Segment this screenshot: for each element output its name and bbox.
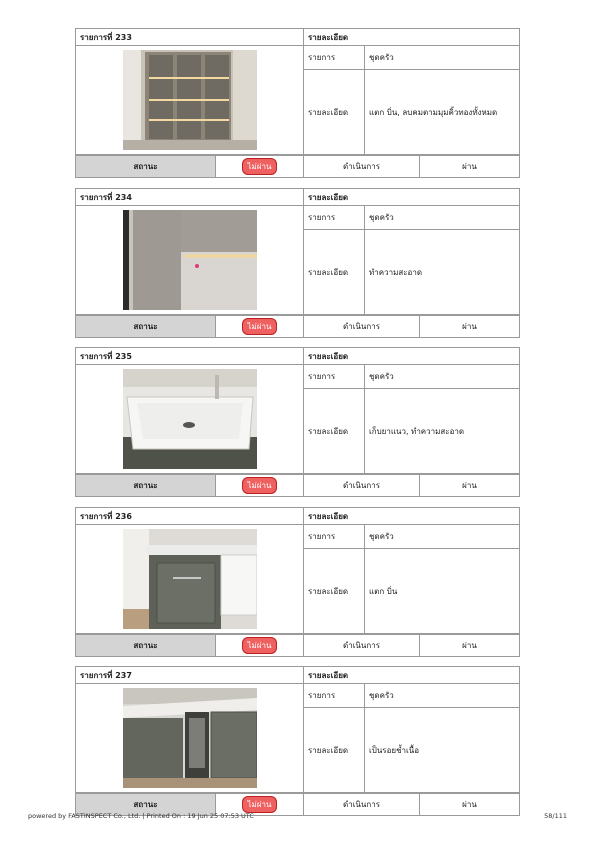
glass-cabinet-photo[interactable] (123, 50, 257, 150)
status-in-progress[interactable]: ดำเนินการ (304, 156, 420, 178)
status-fail-badge[interactable]: ไม่ผ่าน (242, 796, 278, 813)
item-number: 235 (115, 351, 132, 361)
item-number-cell: รายการที่ 234 (76, 189, 304, 206)
photo-cell (76, 525, 304, 634)
item-category: ชุดครัว (365, 365, 520, 389)
status-in-progress[interactable]: ดำเนินการ (304, 475, 420, 497)
status-row: สถานะ ไม่ผ่าน ดำเนินการ ผ่าน (75, 634, 520, 657)
inspection-item (75, 507, 520, 657)
item-number: 234 (115, 192, 132, 202)
photo-cell (76, 365, 304, 474)
status-fail-badge[interactable]: ไม่ผ่าน (242, 318, 278, 335)
details-header: รายละเอียด (304, 667, 520, 684)
item-table: รายการที่ 237 รายละเอียด รายการ ชุดครัว รายละเอียด เป็นรอยช้ำเนื้อ (75, 666, 520, 793)
item-table: รายการที่ 236 รายละเอียด รายการ ชุดครัว รายละเอียด แตก บิ่น (75, 507, 520, 634)
item-category: ชุดครัว (365, 684, 520, 708)
footer-printed-info: powered by FASTINSPECT Co., Ltd. | Printed On : 19 Jun 25 07:53 UTC (28, 812, 254, 820)
status-row: สถานะ ไม่ผ่าน ดำเนินการ ผ่าน (75, 315, 520, 338)
status-row: สถานะ ไม่ผ่าน ดำเนินการ ผ่าน (75, 793, 520, 816)
status-fail-badge[interactable]: ไม่ผ่าน (242, 158, 278, 175)
inspection-item (75, 666, 520, 816)
page-footer (28, 812, 567, 820)
item-number-cell: รายการที่ 233 (76, 29, 304, 46)
item-detail: แตก บิ่น, ลบคมตามมุมคิ้วทองทั้งหมด (365, 70, 520, 155)
item-number: 236 (115, 511, 132, 521)
item-number-cell: รายการที่ 235 (76, 348, 304, 365)
photo-cell (76, 684, 304, 793)
photo-cell (76, 46, 304, 155)
item-number: 233 (115, 32, 132, 42)
status-pass[interactable]: ผ่าน (420, 635, 520, 657)
status-row: สถานะ ไม่ผ่าน ดำเนินการ ผ่าน (75, 155, 520, 178)
status-pass[interactable]: ผ่าน (420, 156, 520, 178)
cabinet-door-photo[interactable] (123, 529, 257, 629)
item-detail: ทำความสะอาด (365, 230, 520, 315)
item-detail: เก็บยาแนว, ทำความสะอาด (365, 389, 520, 474)
status-pass[interactable]: ผ่าน (420, 316, 520, 338)
item-category: ชุดครัว (365, 46, 520, 70)
item-table: รายการที่ 233 รายละเอียด รายการ ชุดครัว รายละเอียด แตก บิ่น, ลบคมตามมุมคิ้วทองทั้งหมด (75, 28, 520, 155)
status-row: สถานะ ไม่ผ่าน ดำเนินการ ผ่าน (75, 474, 520, 497)
item-table: รายการที่ 235 รายละเอียด รายการ ชุดครัว รายละเอียด เก็บยาแนว, ทำความสะอาด (75, 347, 520, 474)
status-fail-badge[interactable]: ไม่ผ่าน (242, 637, 278, 654)
status-fail-badge[interactable]: ไม่ผ่าน (242, 477, 278, 494)
item-number-cell: รายการที่ 236 (76, 508, 304, 525)
status-in-progress[interactable]: ดำเนินการ (304, 316, 420, 338)
sink-photo[interactable] (123, 369, 257, 469)
inspection-item (75, 28, 520, 178)
item-detail: เป็นรอยช้ำเนื้อ (365, 708, 520, 793)
page-number: 58/111 (544, 812, 567, 820)
details-header: รายละเอียด (304, 189, 520, 206)
item-category: ชุดครัว (365, 206, 520, 230)
status-in-progress[interactable]: ดำเนินการ (304, 635, 420, 657)
details-header: รายละเอียด (304, 348, 520, 365)
status-in-progress[interactable]: ดำเนินการ (304, 794, 420, 816)
inspection-item (75, 347, 520, 497)
status-pass[interactable]: ผ่าน (420, 794, 520, 816)
photo-cell (76, 206, 304, 315)
item-number: 237 (115, 670, 132, 680)
inspection-item (75, 188, 520, 338)
details-header: รายละเอียด (304, 29, 520, 46)
details-header: รายละเอียด (304, 508, 520, 525)
item-category: ชุดครัว (365, 525, 520, 549)
item-table: รายการที่ 234 รายละเอียด รายการ ชุดครัว รายละเอียด ทำความสะอาด (75, 188, 520, 315)
status-pass[interactable]: ผ่าน (420, 475, 520, 497)
cabinet-side-photo[interactable] (123, 210, 257, 310)
corner-cabinet-photo[interactable] (123, 688, 257, 788)
item-detail: แตก บิ่น (365, 549, 520, 634)
item-number-cell: รายการที่ 237 (76, 667, 304, 684)
